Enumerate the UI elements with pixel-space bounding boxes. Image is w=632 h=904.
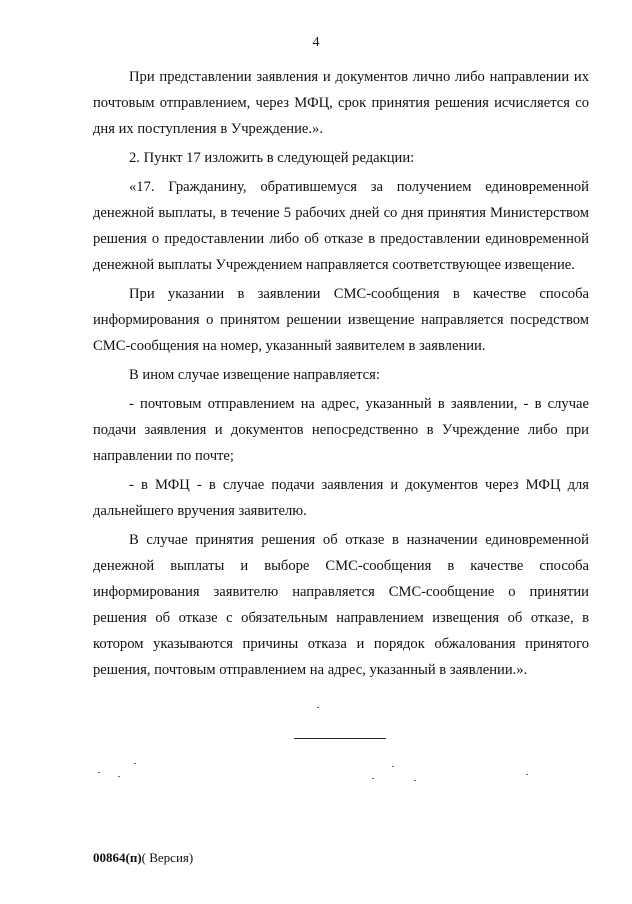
scan-speck [98,772,100,773]
paragraph: При указании в заявлении СМС-сообщения в качестве способа информирования о принятом решении извещение направляется посредством СМС-сообщения на номер, указанный заявителем в заявлении. [93,286,589,354]
paragraph: При представлении заявления и документов лично либо направлении их почтовым отправлением, через МФЦ, срок принятия решения исчисляется со дня их поступления в Учреждение.». [93,69,589,137]
footer-code-number: 00864(п) [93,850,142,865]
document-code [93,850,193,866]
paragraph: В ином случае извещение направляется: [129,367,380,383]
scan-speck [118,776,120,777]
scan-speck [392,766,394,767]
scan-speck [317,707,319,708]
page-number: 4 [312,35,320,50]
paragraph: - в МФЦ - в случае подачи заявления и документов через МФЦ для дальнейшего вручения заявителю. [93,477,589,519]
scan-speck [526,774,528,775]
paragraph: 2. Пункт 17 изложить в следующей редакции: [129,150,415,166]
scan-speck [372,778,374,779]
paragraph: «17. Гражданину, обратившемуся за получением единовременной денежной выплаты, в течение 5 рабочих дней со дня принятия Министерством решения о предоставлении либо об отказе в предоставлении единовременной денежной выплаты Учреждением направляется соответствующее извещение. [93,179,589,273]
separator-line [294,738,386,739]
document-body [93,64,589,683]
scan-speck [414,780,416,781]
footer-version: ( Версия) [141,850,194,865]
paragraph: В случае принятия решения об отказе в назначении единовременной денежной выплаты и выборе СМС-сообщения в качестве способа информирования заявителю направляется СМС-сообщение о принятии решения об отказе с обязательным направлением извещения об отказе, в котором указываются причины отказа и порядок обжалования принятого решения, почтовым отправлением на адрес, указанный в заявлении.». [93,532,589,678]
paragraph: - почтовым отправлением на адрес, указанный в заявлении, - в случае подачи заявления и документов непосредственно в Учреждение либо при направлении по почте; [93,396,589,464]
scan-speck [134,763,136,764]
